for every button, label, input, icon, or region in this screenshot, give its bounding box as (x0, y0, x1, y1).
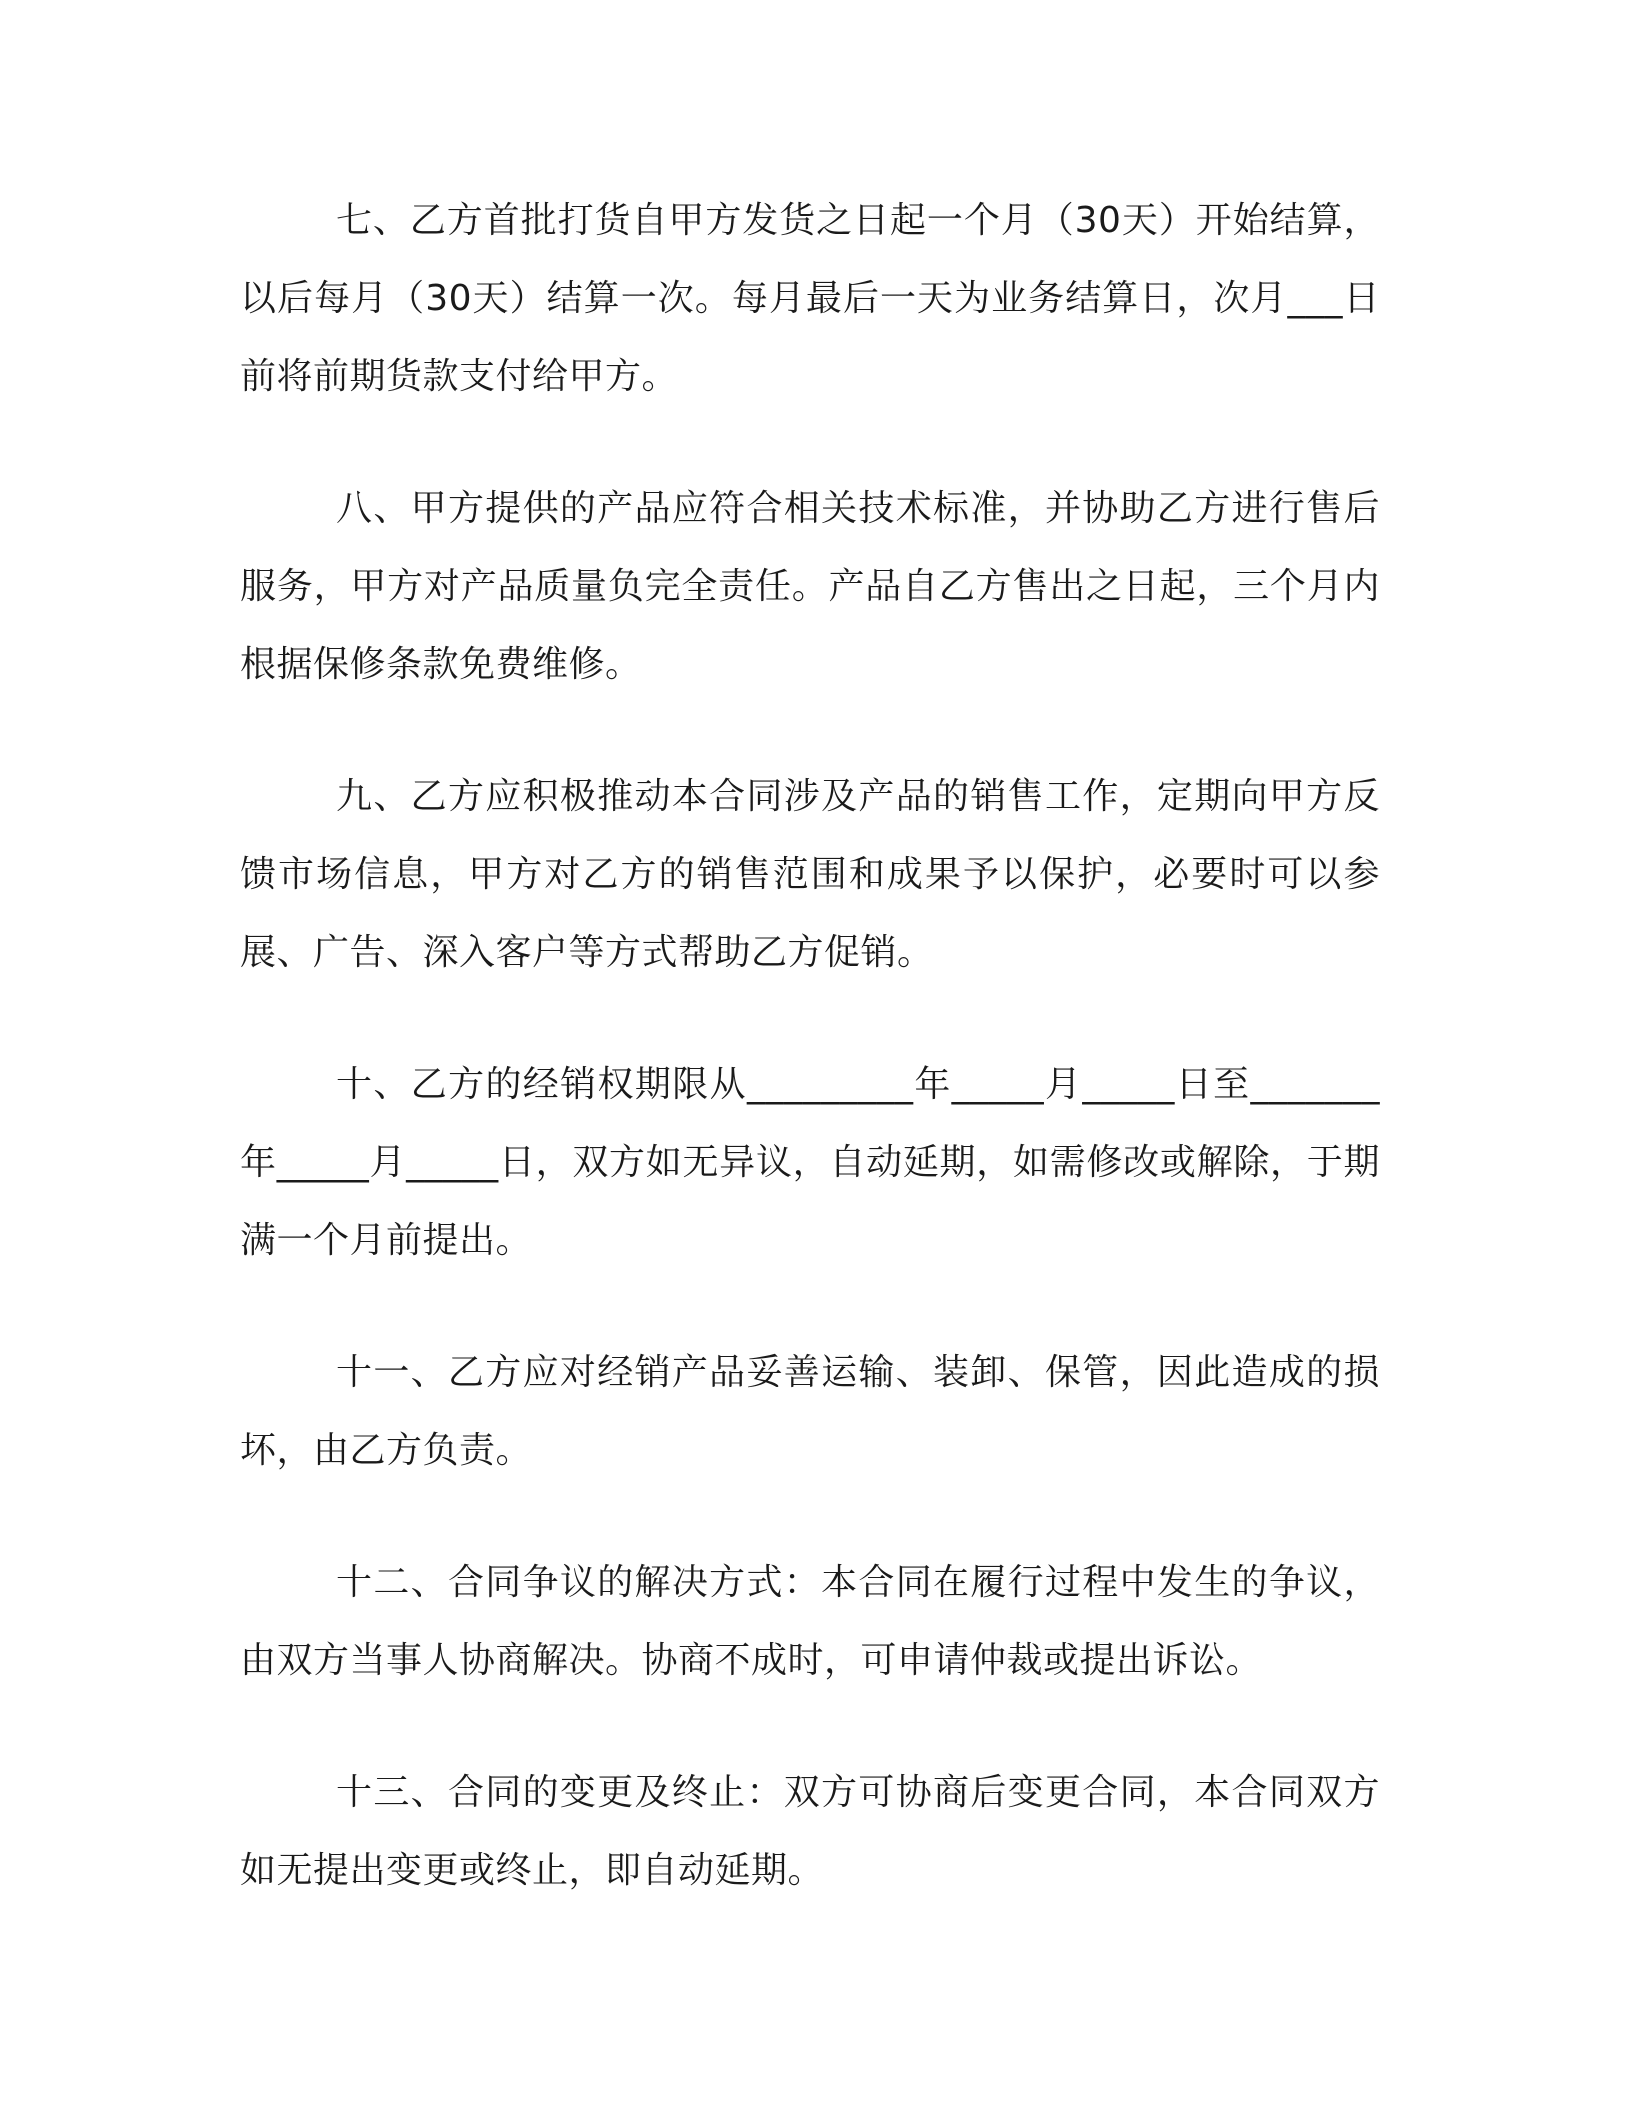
clause-7: 七、乙方首批打货自甲方发货之日起一个月（30天）开始结算，以后每月（30天）结算一次。每月最后一天为业务结算日，次月___日前将前期货款支付给甲方。 (240, 200, 1380, 397)
clause-12: 十二、合同争议的解决方式：本合同在履行过程中发生的争议，由双方当事人协商解决。协商不成时，可申请仲裁或提出诉讼。 (240, 1562, 1380, 1681)
clause-13: 十三、合同的变更及终止：双方可协商后变更合同，本合同双方如无提出变更或终止，即自动延期。 (240, 1772, 1380, 1891)
clause-10: 十、乙方的经销权期限从_________年_____月_____日至_______年_____月_____日，双方如无异议，自动延期，如需修改或解除，于期满一个月前提出。 (240, 1064, 1380, 1261)
document-body (240, 182, 1380, 1964)
clause-8: 八、甲方提供的产品应符合相关技术标准，并协助乙方进行售后服务，甲方对产品质量负完全责任。产品自乙方售出之日起，三个月内根据保修条款免费维修。 (240, 488, 1380, 685)
clause-9: 九、乙方应积极推动本合同涉及产品的销售工作，定期向甲方反馈市场信息，甲方对乙方的销售范围和成果予以保护，必要时可以参展、广告、深入客户等方式帮助乙方促销。 (240, 776, 1380, 973)
clause-11: 十一、乙方应对经销产品妥善运输、装卸、保管，因此造成的损坏，由乙方负责。 (240, 1352, 1380, 1471)
